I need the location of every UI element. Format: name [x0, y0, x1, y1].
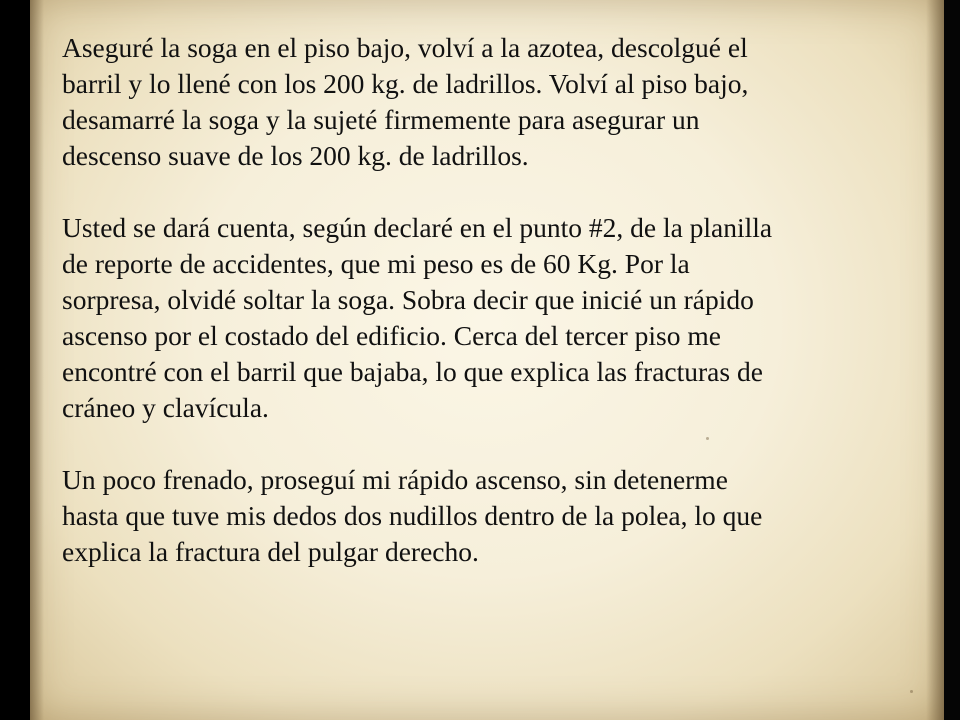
paragraph-1: [62, 30, 922, 174]
document-text: [62, 30, 922, 606]
text-line: sorpresa, olvidé soltar la soga. Sobra decir que inicié un rápido: [62, 284, 754, 315]
text-line: ascenso por el costado del edificio. Cerca del tercer piso me: [62, 320, 721, 351]
text-line: de reporte de accidentes, que mi peso es de 60 Kg. Por la: [62, 248, 690, 279]
text-line: Usted se dará cuenta, según declaré en el punto #2, de la planilla: [62, 212, 773, 243]
text-line: cráneo y clavícula.: [62, 392, 269, 423]
paper-speck: [910, 690, 913, 693]
paragraph-2: [62, 210, 922, 426]
text-line: encontré con el barril que bajaba, lo que explica las fracturas de: [62, 356, 763, 387]
text-line: explica la fractura del pulgar derecho.: [62, 536, 479, 567]
paragraph-3: [62, 462, 922, 570]
right-border: [944, 0, 960, 720]
text-line: descenso suave de los 200 kg. de ladrillos.: [62, 140, 529, 171]
text-line: barril y lo llené con los 200 kg. de ladrillos. Volví al piso bajo,: [62, 68, 749, 99]
text-line: hasta que tuve mis dedos dos nudillos dentro de la polea, lo que: [62, 500, 763, 531]
text-line: Aseguré la soga en el piso bajo, volví a la azotea, descolgué el: [62, 32, 748, 63]
text-line: desamarré la soga y la sujeté firmemente para asegurar un: [62, 104, 700, 135]
text-line: Un poco frenado, proseguí mi rápido ascenso, sin detenerme: [62, 464, 728, 495]
